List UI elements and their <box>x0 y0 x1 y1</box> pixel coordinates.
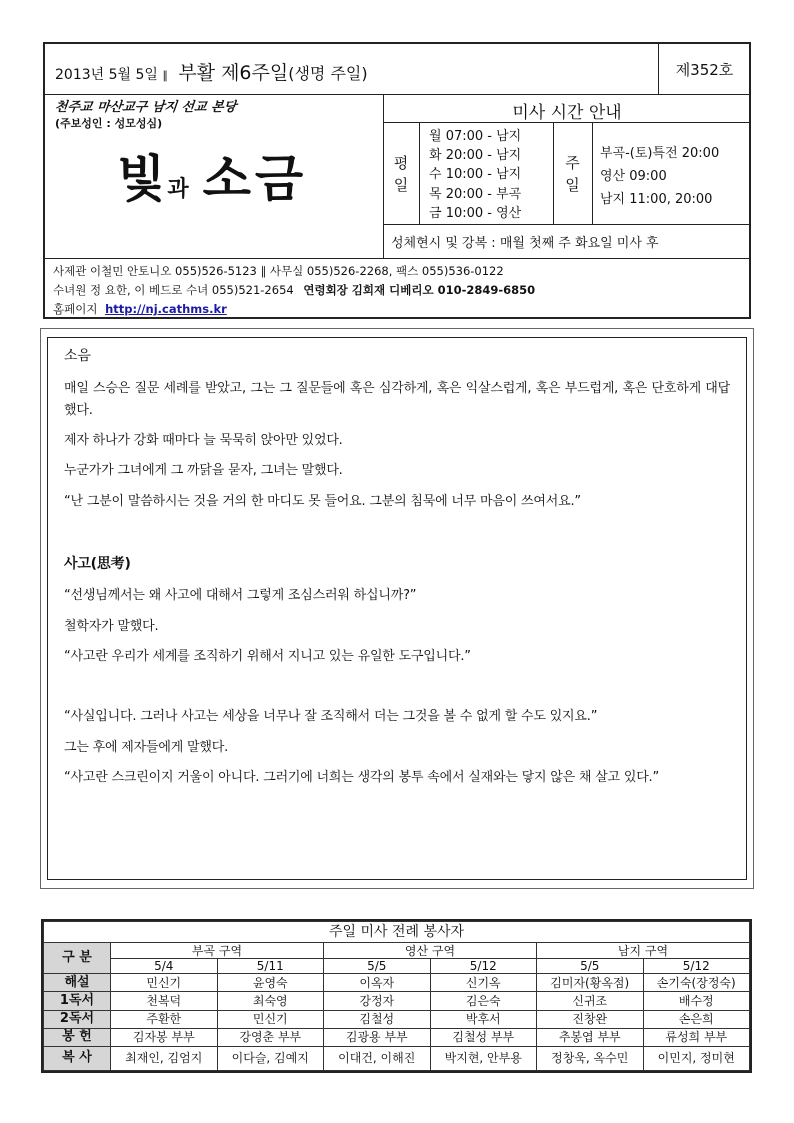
server-cell: 신기옥 <box>430 974 537 992</box>
convent-contact: 수녀원 정 요한, 이 베드로 수녀 055)521-2654 <box>53 283 294 297</box>
sunday-time-yeongsan: 영산 09:00 <box>600 169 667 184</box>
date-cell: 5/5 <box>324 959 431 974</box>
server-cell: 이민지, 정미현 <box>643 1046 750 1070</box>
server-cell: 진창완 <box>537 1010 644 1028</box>
contact-divider <box>45 258 749 259</box>
server-cell: 김철성 부부 <box>430 1028 537 1046</box>
thought-paragraph-5: 그는 후에 제자들에게 말했다. <box>64 740 229 755</box>
server-cell: 김철성 <box>324 1010 431 1028</box>
server-cell: 윤영숙 <box>217 974 324 992</box>
weekday-label-top: 평 <box>393 154 409 172</box>
bulletin-title <box>117 139 307 211</box>
server-cell: 정창욱, 옥수민 <box>537 1046 644 1070</box>
server-cell: 박후서 <box>430 1010 537 1028</box>
noise-paragraph-1: 매일 스승은 질문 세례를 받았고, 그는 그 질문들에 혹은 심각하게, 혹은 익살스럽게, 혹은 부드럽게, 혹은 단호하게 대답했다. <box>64 381 730 418</box>
sunday-time-bugok: 부곡-(토)특전 20:00 <box>600 146 720 161</box>
role-label: 복 사 <box>44 1046 111 1070</box>
noise-paragraph-4: “난 그분이 말씀하시는 것을 거의 한 마디도 못 들어요. 그분의 침묵에 너무 마음이 쓰여서요.” <box>64 494 581 509</box>
date-cell: 5/11 <box>217 959 324 974</box>
servers-table-title: 주일 미사 전례 봉사자 <box>44 922 750 943</box>
table-row <box>44 1010 750 1028</box>
division-label: 구 분 <box>44 943 111 974</box>
server-cell: 신귀조 <box>537 992 644 1010</box>
weekday-label-divider <box>419 122 420 224</box>
header-date-line <box>55 58 368 85</box>
mass-time-title: 미사 시간 안내 <box>512 103 622 123</box>
table-row <box>44 1046 750 1070</box>
date-cell: 5/5 <box>537 959 644 974</box>
table-row <box>44 992 750 1010</box>
header-divider <box>45 94 749 95</box>
weekday-time-thu: 목 20:00 - 부곡 <box>429 186 522 202</box>
date-separator: ∥ <box>162 69 168 82</box>
district-bugok: 부곡 구역 <box>111 943 324 959</box>
date-cell: 5/12 <box>430 959 537 974</box>
server-cell: 김은숙 <box>430 992 537 1010</box>
server-cell: 민신기 <box>111 974 218 992</box>
thought-paragraph-4: “사실입니다. 그러나 사고는 세상을 너무나 잘 조직해서 더는 그것을 볼 수 없게 할 수도 있지요.” <box>64 709 598 724</box>
role-label: 봉 헌 <box>44 1028 111 1046</box>
server-cell: 손은희 <box>643 1010 750 1028</box>
noise-paragraph-2: 제자 하나가 강화 때마다 늘 묵묵히 앉아만 있었다. <box>64 433 343 448</box>
contact-line-3 <box>53 301 227 317</box>
date: 2013년 5월 5일 <box>55 67 158 83</box>
server-cell: 최재인, 김엄지 <box>111 1046 218 1070</box>
weekday-time-fri: 금 10:00 - 영산 <box>429 205 522 221</box>
contact-line-1: 사제관 이철민 안토니오 055)526-5123 ∥ 사무실 055)526-2268, 팩스 055)536-0122 <box>53 264 504 278</box>
bulletin-header <box>43 42 751 319</box>
contact-line-2 <box>53 282 535 298</box>
funeral-society-contact: 연령회장 김희재 디베리오 010-2849-6850 <box>303 283 536 297</box>
role-label: 해설 <box>44 974 111 992</box>
title-light: 빛 <box>117 150 164 208</box>
server-cell: 강정자 <box>324 992 431 1010</box>
date-row <box>44 959 750 974</box>
sunday-time-namji: 남지 11:00, 20:00 <box>600 192 713 207</box>
sunday-label <box>553 152 592 196</box>
feast-title: 부활 제6주일 <box>178 62 289 84</box>
section-title-noise: 소음 <box>64 348 91 364</box>
weekday-time-wed: 수 10:00 - 남지 <box>429 167 522 183</box>
server-cell: 주환한 <box>111 1010 218 1028</box>
date-cell: 5/4 <box>111 959 218 974</box>
servers-grid <box>43 921 750 1071</box>
title-salt: 소금 <box>202 150 308 208</box>
district-yeongsan: 영산 구역 <box>324 943 537 959</box>
date-cell: 5/12 <box>643 959 750 974</box>
server-cell: 추봉엽 부부 <box>537 1028 644 1046</box>
weekday-time-mon: 월 07:00 - 남지 <box>429 129 522 144</box>
server-cell: 김자봉 부부 <box>111 1028 218 1046</box>
homepage-link[interactable]: http://nj.cathms.kr <box>105 302 227 316</box>
homepage-label: 홈페이지 <box>53 302 98 316</box>
parish-name: 천주교 마산교구 남지 선교 본당 <box>54 100 237 115</box>
table-row <box>44 1028 750 1046</box>
sunday-label-bottom: 일 <box>565 176 580 194</box>
thought-paragraph-1: “선생님께서는 왜 사고에 대해서 그렇게 조심스러워 하십니까?” <box>64 588 417 603</box>
server-cell: 이대건, 이해진 <box>324 1046 431 1070</box>
sunday-label-divider <box>592 122 593 224</box>
liturgy-servers-table <box>41 919 752 1073</box>
server-cell: 강영춘 부부 <box>217 1028 324 1046</box>
weekday-time-tue: 화 20:00 - 남지 <box>429 148 522 164</box>
server-cell: 박지현, 안부용 <box>430 1046 537 1070</box>
patron: (주보성인 : 성모성심) <box>55 117 163 130</box>
issue-number: 제352호 <box>675 61 734 79</box>
server-cell: 이옥자 <box>324 974 431 992</box>
server-cell: 손기숙(장정숙) <box>643 974 750 992</box>
thought-paragraph-2: 철학자가 말했다. <box>64 619 159 634</box>
server-cell: 민신기 <box>217 1010 324 1028</box>
adoration-divider <box>383 224 749 225</box>
server-cell: 류성희 부부 <box>643 1028 750 1046</box>
table-row <box>44 974 750 992</box>
server-cell: 천복덕 <box>111 992 218 1010</box>
adoration-notice: 성체현시 및 강복 : 매월 첫째 주 화요일 미사 후 <box>391 236 659 251</box>
title-and: 과 <box>167 177 189 202</box>
server-cell: 배수정 <box>643 992 750 1010</box>
thought-paragraph-6: “사고란 스크린이지 거울이 아니다. 그러기에 너희는 생각의 봉투 속에서 실재와는 닿지 않은 채 살고 있다.” <box>64 770 660 785</box>
server-cell: 이다슬, 김예지 <box>217 1046 324 1070</box>
role-label: 2독서 <box>44 1010 111 1028</box>
sunday-label-top: 주 <box>565 154 580 172</box>
weekday-label-bottom: 일 <box>393 176 409 194</box>
feast-subtitle: (생명 주일) <box>288 64 368 83</box>
server-cell: 김미자(황옥점) <box>537 974 644 992</box>
thought-paragraph-3: “사고란 우리가 세계를 조직하기 위해서 지니고 있는 유일한 도구입니다.” <box>64 649 471 664</box>
district-namji: 남지 구역 <box>537 943 750 959</box>
section-title-thought: 사고(思考) <box>64 556 131 572</box>
sunday-times <box>600 142 719 211</box>
role-label: 1독서 <box>44 992 111 1010</box>
server-cell: 김광용 부부 <box>324 1028 431 1046</box>
table-title-row <box>44 922 750 943</box>
weekday-label <box>383 152 419 196</box>
district-row <box>44 943 750 959</box>
weekday-times <box>429 127 521 223</box>
server-cell: 최숙영 <box>217 992 324 1010</box>
noise-paragraph-3: 누군가가 그녀에게 그 까닭을 묻자, 그녀는 말했다. <box>64 463 343 478</box>
